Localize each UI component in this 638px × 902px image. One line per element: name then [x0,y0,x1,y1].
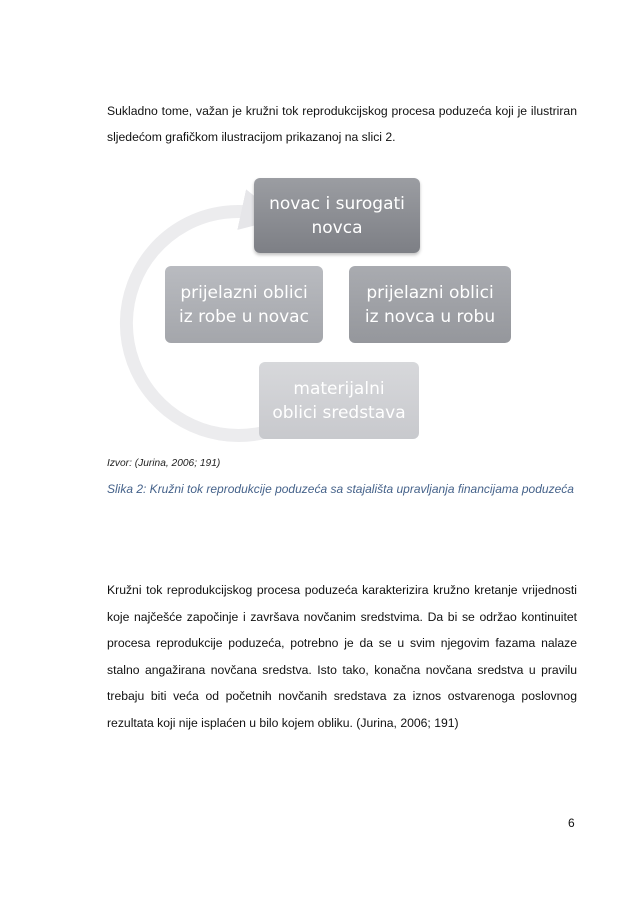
node-material-assets: materijalni oblici sredstava [259,362,419,439]
figure-source: Izvor: (Jurina, 2006; 191) [107,458,221,469]
intro-paragraph: Sukladno tome, važan je kružni tok reprodukcijskog procesa poduzeća koji je ilustriran sljedećom grafičkom ilustracijom prikazanoj na slici 2. [107,104,577,145]
body-paragraph: Kružni tok reprodukcijskog procesa poduzeća karakterizira kružno kretanje vrijednosti koje najčešće započinje i završava novčanim sredstvima. Da bi se održao kontinuitet procesa reprodukcije poduzeća, potrebno je da se u svim njegovim fazama nalaze stalno angažirana novčana sredstva. Isto tako, konačna novčana sredstva u pravilu trebaju biti veća od početnih novčanih sredstava za iznos ostvarenoga poslovnog rezultata koji nije isplaćen u bilo kojem obliku. (Jurina, 2006; 191) [107,583,577,730]
page-number: 6 [568,816,575,830]
node-goods-to-money: prijelazni oblici iz robe u novac [165,266,323,343]
figure-caption: Slika 2: Kružni tok reprodukcije poduzeća sa stajališta upravljanja financijama poduzeća [107,482,574,496]
node-money: novac i surogati novca [254,178,420,253]
node-money-to-goods: prijelazni oblici iz novca u robu [349,266,511,343]
